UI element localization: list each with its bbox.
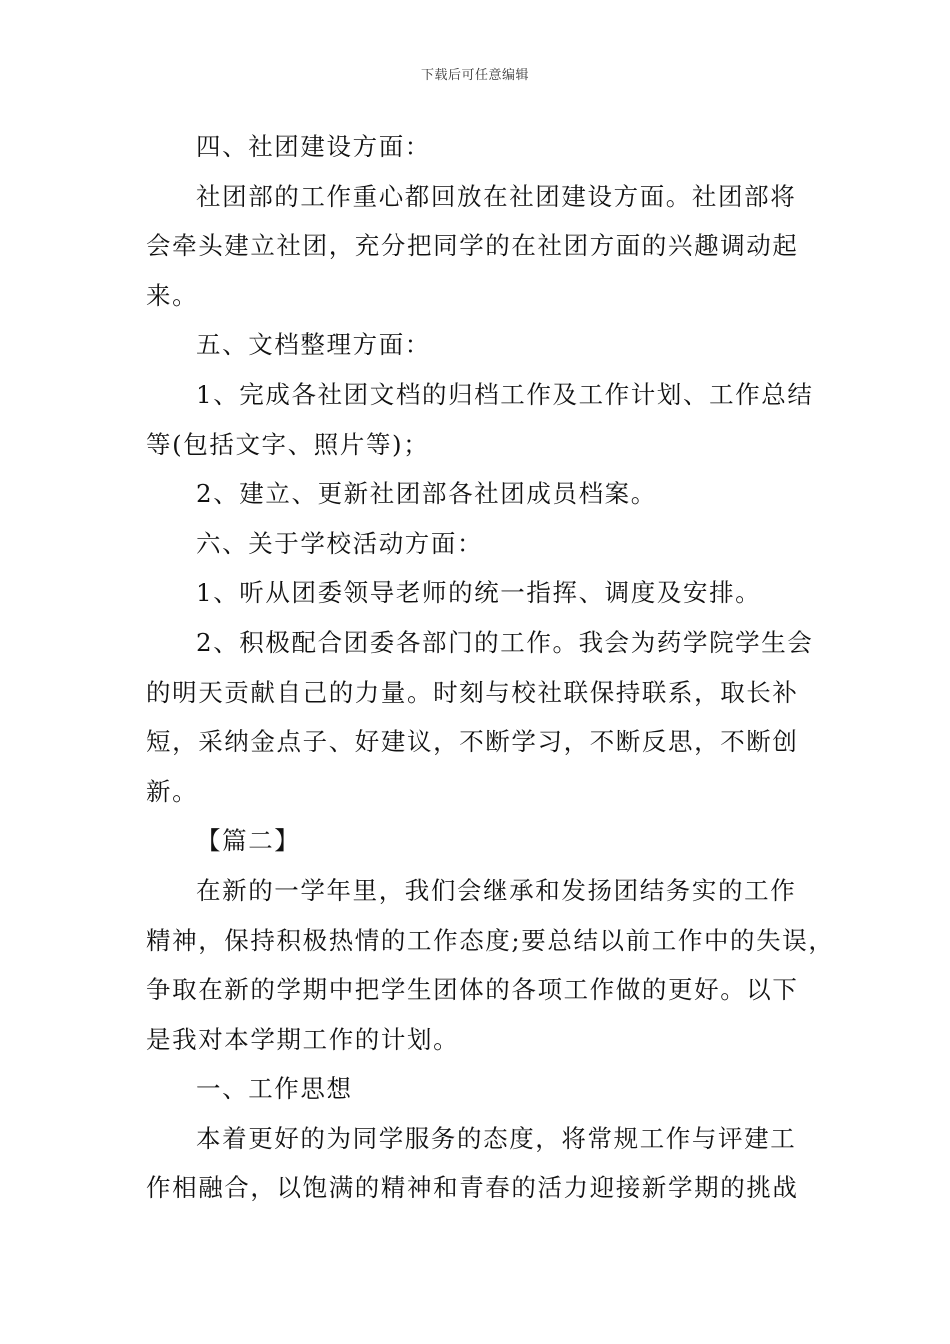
paragraph-line: 短，采纳金点子、好建议，不断学习，不断反思，不断创 — [146, 727, 799, 757]
paragraph-line: 争取在新的学期中把学生团体的各项工作做的更好。以下 — [146, 975, 799, 1005]
paragraph-line: 2、积极配合团委各部门的工作。我会为药学院学生会 — [196, 627, 814, 657]
paragraph — [146, 172, 826, 321]
paragraph — [146, 1114, 826, 1213]
paragraph — [146, 1064, 826, 1114]
paragraph — [146, 519, 826, 569]
paragraph-line: 四、社团建设方面： — [196, 132, 431, 161]
paragraph-line: 是我对本学期工作的计划。 — [146, 1024, 460, 1054]
paragraph — [146, 370, 826, 469]
paragraph-line: 社团部的工作重心都回放在社团建设方面。社团部将 — [196, 181, 797, 211]
paragraph — [146, 320, 826, 370]
paragraph — [146, 122, 826, 172]
paragraph — [146, 866, 835, 1064]
paragraph — [146, 568, 826, 618]
paragraph — [146, 469, 826, 519]
paragraph-line: 【篇二】 — [196, 826, 301, 856]
document-body — [146, 122, 835, 1213]
paragraph-line: 一、工作思想 — [196, 1074, 353, 1104]
paragraph-line: 的明天贡献自己的力量。时刻与校社联保持联系，取长补 — [146, 677, 799, 707]
paragraph-line: 2、建立、更新社团部各社团成员档案。 — [196, 479, 657, 509]
paragraph-line: 新。 — [146, 776, 199, 806]
paragraph-line: 在新的一学年里，我们会继承和发扬团结务实的工作 — [196, 875, 797, 905]
paragraph-line: 本着更好的为同学服务的态度，将常规工作与评建工 — [196, 1123, 797, 1153]
paragraph-line: 1、完成各社团文档的归档工作及工作计划、工作总结 — [196, 379, 814, 409]
paragraph-line: 1、听从团委领导老师的统一指挥、调度及安排。 — [196, 578, 762, 608]
paragraph-line: 五、文档整理方面： — [196, 330, 431, 360]
paragraph-line: 等(包括文字、照片等)； — [146, 429, 430, 459]
paragraph-line: 精神，保持积极热情的工作态度;要总结以前工作中的失误， — [146, 925, 835, 955]
paragraph-line: 会牵头建立社团，充分把同学的在社团方面的兴趣调动起 — [146, 231, 799, 261]
page-header: 下载后可任意编辑 — [420, 68, 529, 83]
paragraph — [146, 816, 826, 866]
paragraph — [146, 618, 826, 816]
paragraph-line: 六、关于学校活动方面： — [196, 528, 484, 558]
paragraph-line: 作相融合，以饱满的精神和青春的活力迎接新学期的挑战 — [146, 1173, 799, 1203]
paragraph-line: 来。 — [146, 280, 199, 310]
